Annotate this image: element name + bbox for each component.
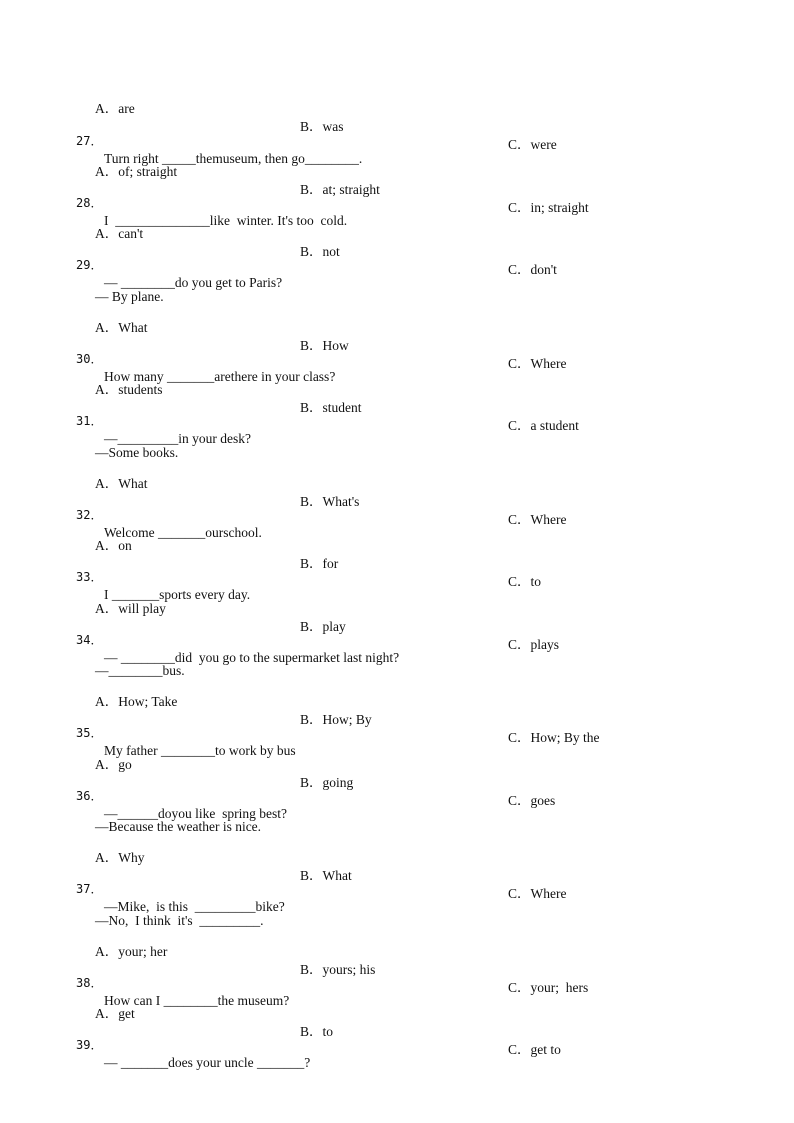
question-number: 37． — [76, 882, 103, 896]
option-b: B．yours; his — [300, 962, 376, 977]
option-c: C．were — [508, 137, 557, 152]
question-text: — _______does your uncle _______? — [104, 1055, 311, 1070]
option-a: A．How; Take — [95, 694, 178, 709]
option-c: C．to — [508, 574, 542, 589]
question-number: 36． — [76, 789, 103, 803]
option-c: C．Where — [508, 512, 567, 527]
option-b: B．for — [300, 556, 339, 571]
option-c: C．your; hers — [508, 980, 589, 995]
option-b: B．not — [300, 244, 340, 259]
reply-text: —No, I think it's _________. — [95, 913, 264, 928]
option-a: A．can't — [95, 226, 144, 241]
question-number: 38． — [76, 976, 103, 990]
question-text: How can I ________the museum? — [104, 993, 290, 1008]
option-c: C．How; By the — [508, 730, 600, 745]
option-b: B．What — [300, 868, 352, 883]
question-number: 29． — [76, 258, 103, 272]
question-number: 31． — [76, 414, 103, 428]
option-c: C．plays — [508, 637, 560, 652]
option-a: A．of; straight — [95, 164, 178, 179]
reply-text: —Some books. — [95, 445, 179, 460]
question-number: 27． — [76, 134, 103, 148]
reply-text: — By plane. — [95, 289, 164, 304]
question-number: 39． — [76, 1038, 103, 1052]
question-number: 30． — [76, 352, 103, 366]
option-b: B．at; straight — [300, 182, 380, 197]
option-a: A．What — [95, 320, 148, 335]
question-number: 33． — [76, 570, 103, 584]
option-c: C．Where — [508, 356, 567, 371]
question-text: —Mike, is this _________bike? — [104, 899, 285, 914]
option-c: C．goes — [508, 793, 556, 808]
question-number: 32． — [76, 508, 103, 522]
question-number: 34． — [76, 633, 103, 647]
question-text: I ______________like winter. It's too cold. — [104, 213, 348, 228]
option-c: C．a student — [508, 418, 579, 433]
question-text: Turn right _____themuseum, then go________. — [104, 151, 363, 166]
option-a: A．Why — [95, 850, 145, 865]
option-a: A．students — [95, 382, 163, 397]
option-a: A．will play — [95, 601, 166, 616]
question-text: —______doyou like spring best? — [104, 806, 287, 821]
option-c: C．Where — [508, 886, 567, 901]
option-b: B．How; By — [300, 712, 372, 727]
question-text: Welcome _______ourschool. — [104, 525, 262, 540]
option-c: C．get to — [508, 1042, 561, 1057]
question-number: 35． — [76, 726, 103, 740]
question-39 — [0, 1018, 311, 1090]
reply-text: —________bus. — [95, 663, 185, 678]
option-a: A．get — [95, 1006, 135, 1021]
option-b: B．How — [300, 338, 349, 353]
option-c: C．in; straight — [508, 200, 589, 215]
option-b: B．play — [300, 619, 346, 634]
reply-text: —Because the weather is nice. — [95, 819, 262, 834]
option-b: B．was — [300, 119, 344, 134]
question-text: My father ________to work by bus — [104, 743, 296, 758]
option-a: A．your; her — [95, 944, 168, 959]
option-a: A．What — [95, 476, 148, 491]
option-b: B．What's — [300, 494, 360, 509]
question-text: I _______sports every day. — [104, 587, 251, 602]
option-a: A．go — [95, 757, 132, 772]
question-text: — ________do you get to Paris? — [104, 275, 283, 290]
question-text: How many _______arethere in your class? — [104, 369, 336, 384]
question-text: —_________in your desk? — [104, 431, 251, 446]
option-a: A．on — [95, 538, 132, 553]
option-b: B．student — [300, 400, 362, 415]
option-b: B．to — [300, 1024, 334, 1039]
option-c: C．don't — [508, 262, 557, 277]
option-b: B．going — [300, 775, 354, 790]
question-text: — ________did you go to the supermarket last night? — [104, 650, 400, 665]
question-number: 28． — [76, 196, 103, 210]
option-a: A．are — [95, 101, 135, 116]
